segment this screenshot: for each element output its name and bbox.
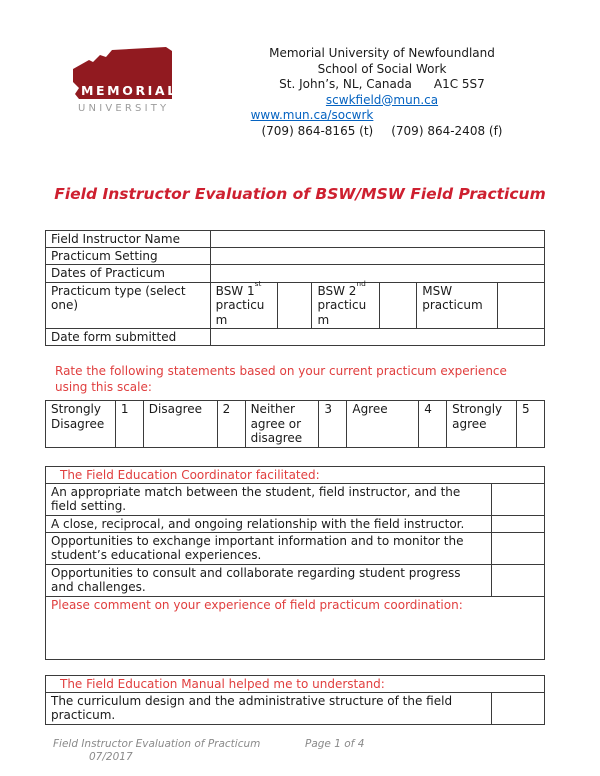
- scale-label-strongly-agree: Strongly agree: [447, 401, 517, 447]
- scale-value-4: 4: [419, 401, 447, 447]
- statement-row: [46, 483, 545, 515]
- scale-value-2: 2: [217, 401, 245, 447]
- logo-wordmark-university: UNIVERSITY: [78, 103, 170, 114]
- checkbox-cell-bsw1[interactable]: [277, 282, 312, 328]
- footer-date: 07/2017: [89, 751, 133, 764]
- table-row: [46, 328, 545, 345]
- comment-prompt: Please comment on your experience of field practicum coordination:: [51, 597, 463, 612]
- table-row: [46, 230, 545, 247]
- manual-section-header: The Field Education Manual helped me to understand:: [46, 675, 545, 692]
- info-label-practicum-type: Practicum type (select one): [46, 282, 211, 328]
- logo-graphic: [70, 46, 176, 116]
- info-table: [45, 230, 545, 347]
- scale-label-strongly-disagree: Strongly Disagree: [46, 401, 116, 447]
- info-label-practicum-setting: Practicum Setting: [46, 247, 211, 264]
- rating-scale-table: [45, 400, 545, 447]
- coordinator-section-header: The Field Education Coordinator facilitated:: [46, 466, 545, 483]
- ordinal-suffix: nd: [356, 279, 366, 289]
- comment-area[interactable]: [46, 596, 545, 659]
- phone-fax: (709) 864-2408 (f): [391, 123, 503, 138]
- rating-cell[interactable]: [492, 564, 545, 596]
- address-line-city: St. John’s, NL, Canada A1C 5S7: [279, 77, 485, 91]
- letterhead-address-block: [226, 46, 538, 139]
- statement-text: An appropriate match between the student, field instructor, and the field setting.: [46, 483, 492, 515]
- scale-value-1: 1: [115, 401, 143, 447]
- section-header-row: [46, 675, 545, 692]
- footer-doc-info: [53, 738, 305, 765]
- rating-cell[interactable]: [492, 515, 545, 532]
- address-line-school: School of Social Work: [317, 61, 447, 76]
- postal-code: A1C 5S7: [433, 77, 485, 91]
- section-header-row: [46, 466, 545, 483]
- rating-cell[interactable]: [492, 483, 545, 515]
- statement-text: A close, reciprocal, and ongoing relationship with the field instructor.: [46, 515, 492, 532]
- comment-row: [46, 596, 545, 659]
- email-link[interactable]: scwkfield@mun.ca: [325, 92, 439, 107]
- practicum-option-bsw1: BSW 1st practicum: [210, 282, 277, 328]
- email-line: [226, 93, 538, 109]
- rating-instruction: Rate the following statements based on your current practicum experience using this scale:: [55, 364, 507, 394]
- statement-text: Opportunities to exchange important information and to monitor the student’s educational experiences.: [46, 533, 492, 565]
- manual-table: [45, 675, 545, 725]
- info-value-date-submitted[interactable]: [210, 328, 544, 345]
- scale-row: [46, 401, 545, 447]
- practicum-option-bsw2: BSW 2nd practicum: [312, 282, 380, 328]
- scale-value-3: 3: [319, 401, 347, 447]
- statement-row: [46, 564, 545, 596]
- info-label-instructor-name: Field Instructor Name: [46, 230, 211, 247]
- ordinal-suffix: st: [254, 279, 262, 289]
- practicum-type-row: [46, 282, 545, 328]
- letterhead: [0, 46, 600, 139]
- table-row: [46, 265, 545, 282]
- address-line-university: Memorial University of Newfoundland: [269, 46, 495, 60]
- statement-text: Opportunities to consult and collaborate regarding student progress and challenges.: [46, 564, 492, 596]
- checkbox-cell-msw[interactable]: [498, 282, 545, 328]
- info-value-instructor-name[interactable]: [210, 230, 544, 247]
- statement-row: [46, 533, 545, 565]
- footer-doc-title: Field Instructor Evaluation of Practicum: [53, 737, 261, 750]
- statement-text: The curriculum design and the administrative structure of the field practicum.: [46, 693, 492, 725]
- page-title: Field Instructor Evaluation of BSW/MSW Field Practicum: [54, 185, 546, 203]
- phone-telephone: (709) 864-8165 (t): [261, 123, 374, 138]
- rating-cell[interactable]: [492, 693, 545, 725]
- practicum-option-msw: MSW practicum: [417, 282, 498, 328]
- info-label-date-submitted: Date form submitted: [46, 328, 211, 345]
- scale-value-5: 5: [517, 401, 545, 447]
- scale-label-neither: Neither agree or disagree: [245, 401, 319, 447]
- coordinator-table: [45, 466, 545, 660]
- statement-row: [46, 693, 545, 725]
- info-label-practicum-dates: Dates of Practicum: [46, 265, 211, 282]
- scale-label-agree: Agree: [347, 401, 419, 447]
- statement-row: [46, 515, 545, 532]
- table-row: [46, 247, 545, 264]
- website-line: [156, 108, 468, 124]
- info-value-practicum-setting[interactable]: [210, 247, 544, 264]
- page-footer: [53, 738, 553, 765]
- scale-label-disagree: Disagree: [143, 401, 217, 447]
- checkbox-cell-bsw2[interactable]: [380, 282, 417, 328]
- logo-wordmark-memorial: MEMORIAL: [81, 83, 176, 98]
- website-link[interactable]: www.mun.ca/socwrk: [250, 108, 374, 122]
- rating-cell[interactable]: [492, 533, 545, 565]
- footer-page-number: Page 1 of 4: [305, 737, 365, 750]
- phone-line: [226, 124, 538, 140]
